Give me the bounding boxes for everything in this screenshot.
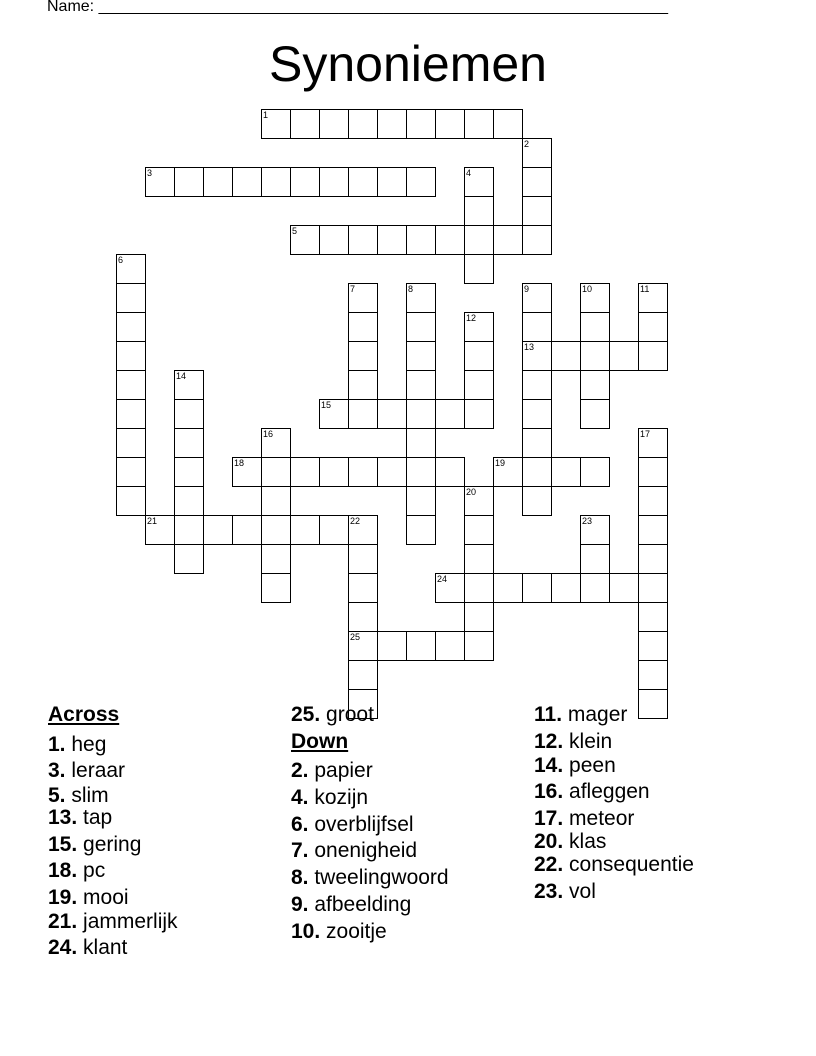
- grid-cell[interactable]: [116, 283, 146, 313]
- clue-number: 9: [524, 284, 530, 294]
- grid-cell[interactable]: [348, 341, 378, 371]
- clue-number: 1: [263, 110, 269, 120]
- grid-cell[interactable]: [638, 660, 668, 690]
- clue-number: 20: [466, 487, 477, 497]
- clue-across-24: 24. klant: [48, 936, 128, 959]
- grid-cell[interactable]: [493, 457, 523, 487]
- grid-cell[interactable]: [377, 167, 407, 197]
- grid-cell[interactable]: [435, 225, 465, 255]
- clue-number: 3: [147, 168, 153, 178]
- grid-cell[interactable]: [319, 515, 349, 545]
- grid-cell[interactable]: [464, 486, 494, 516]
- clue-down-6: 6. overblijfsel: [291, 813, 414, 836]
- grid-cell[interactable]: [348, 167, 378, 197]
- clue-number: 6: [118, 255, 124, 265]
- grid-cell[interactable]: [116, 254, 146, 284]
- grid-cell[interactable]: [522, 283, 552, 313]
- clue-number: 2: [524, 139, 530, 149]
- grid-cell[interactable]: [638, 312, 668, 342]
- grid-cell[interactable]: [174, 544, 204, 574]
- grid-cell[interactable]: [522, 312, 552, 342]
- clue-across-15: 15. gering: [48, 833, 142, 856]
- grid-cell[interactable]: [116, 399, 146, 429]
- grid-cell[interactable]: [551, 573, 581, 603]
- grid-cell[interactable]: [116, 312, 146, 342]
- clue-down-2: 2. papier: [291, 759, 373, 782]
- clue-number: 13: [524, 342, 535, 352]
- grid-cell[interactable]: [609, 341, 639, 371]
- clue-number: 11: [640, 284, 650, 294]
- grid-cell[interactable]: [261, 573, 291, 603]
- grid-cell[interactable]: [406, 428, 436, 458]
- grid-cell[interactable]: [145, 515, 175, 545]
- grid-cell[interactable]: [464, 544, 494, 574]
- grid-cell[interactable]: [464, 167, 494, 197]
- grid-cell[interactable]: [348, 312, 378, 342]
- grid-cell[interactable]: [522, 370, 552, 400]
- grid-cell[interactable]: [232, 167, 262, 197]
- grid-cell[interactable]: [290, 515, 320, 545]
- grid-cell[interactable]: [522, 225, 552, 255]
- clue-across-5: 5. slim: [48, 784, 109, 807]
- clue-number: 4: [466, 168, 472, 178]
- grid-cell[interactable]: [348, 370, 378, 400]
- clue-down-20: 20. klas: [534, 830, 607, 853]
- grid-cell[interactable]: [261, 109, 291, 139]
- grid-cell[interactable]: [348, 399, 378, 429]
- grid-cell[interactable]: [377, 109, 407, 139]
- grid-cell[interactable]: [638, 457, 668, 487]
- grid-cell[interactable]: [174, 428, 204, 458]
- grid-cell[interactable]: [406, 109, 436, 139]
- grid-cell[interactable]: [319, 399, 349, 429]
- grid-cell[interactable]: [464, 341, 494, 371]
- clue-across-21: 21. jammerlijk: [48, 910, 178, 933]
- grid-cell[interactable]: [261, 486, 291, 516]
- grid-cell[interactable]: [638, 283, 668, 313]
- clue-number: 8: [408, 284, 414, 294]
- grid-cell[interactable]: [261, 457, 291, 487]
- grid-cell[interactable]: [551, 457, 581, 487]
- grid-cell[interactable]: [522, 167, 552, 197]
- grid-cell[interactable]: [609, 573, 639, 603]
- grid-cell[interactable]: [145, 167, 175, 197]
- grid-cell[interactable]: [261, 167, 291, 197]
- grid-cell[interactable]: [261, 544, 291, 574]
- clue-number: 24: [437, 574, 448, 584]
- grid-cell[interactable]: [580, 457, 610, 487]
- grid-cell[interactable]: [638, 486, 668, 516]
- clue-down-11: 11. mager: [534, 703, 628, 726]
- clue-down-10: 10. zooitje: [291, 920, 387, 943]
- clue-number: 18: [234, 458, 245, 468]
- grid-cell[interactable]: [464, 312, 494, 342]
- clue-number: 23: [582, 516, 593, 526]
- clue-number: 14: [176, 371, 187, 381]
- grid-cell[interactable]: [319, 167, 349, 197]
- grid-cell[interactable]: [464, 225, 494, 255]
- grid-cell[interactable]: [116, 341, 146, 371]
- grid-cell[interactable]: [232, 457, 262, 487]
- grid-cell[interactable]: [377, 457, 407, 487]
- grid-cell[interactable]: [116, 428, 146, 458]
- grid-cell[interactable]: [261, 515, 291, 545]
- grid-cell[interactable]: [174, 515, 204, 545]
- grid-cell[interactable]: [174, 167, 204, 197]
- clue-down-8: 8. tweelingwoord: [291, 866, 449, 889]
- grid-cell[interactable]: [464, 602, 494, 632]
- clue-across-13: 13. tap: [48, 806, 113, 829]
- clue-across-3: 3. leraar: [48, 759, 126, 782]
- grid-cell[interactable]: [290, 457, 320, 487]
- grid-cell[interactable]: [406, 225, 436, 255]
- grid-cell[interactable]: [116, 486, 146, 516]
- grid-cell[interactable]: [638, 631, 668, 661]
- grid-cell[interactable]: [319, 109, 349, 139]
- grid-cell[interactable]: [174, 486, 204, 516]
- grid-cell[interactable]: [464, 573, 494, 603]
- clue-down-7: 7. onenigheid: [291, 839, 418, 862]
- grid-cell[interactable]: [406, 399, 436, 429]
- clue-number: 21: [147, 516, 158, 526]
- grid-cell[interactable]: [319, 457, 349, 487]
- puzzle-title: Synoniemen: [269, 36, 547, 92]
- grid-cell[interactable]: [522, 138, 552, 168]
- grid-cell[interactable]: [493, 573, 523, 603]
- clue-number: 25: [350, 632, 361, 642]
- grid-cell[interactable]: [580, 283, 610, 313]
- grid-cell[interactable]: [638, 428, 668, 458]
- grid-cell[interactable]: [638, 689, 668, 719]
- clue-down-23: 23. vol: [534, 880, 596, 903]
- grid-cell[interactable]: [203, 167, 233, 197]
- clue-number: 17: [640, 429, 651, 439]
- clue-number: 10: [582, 284, 593, 294]
- grid-cell[interactable]: [116, 457, 146, 487]
- clue-number: 5: [292, 226, 298, 236]
- grid-cell[interactable]: [232, 515, 262, 545]
- grid-cell[interactable]: [638, 341, 668, 371]
- grid-cell[interactable]: [406, 341, 436, 371]
- grid-cell[interactable]: [348, 109, 378, 139]
- down-heading: Down: [291, 730, 349, 753]
- grid-cell[interactable]: [348, 457, 378, 487]
- grid-cell[interactable]: [406, 370, 436, 400]
- grid-cell[interactable]: [319, 225, 349, 255]
- clue-number: 22: [350, 516, 361, 526]
- grid-cell[interactable]: [348, 631, 378, 661]
- grid-cell[interactable]: [464, 109, 494, 139]
- clue-down-9: 9. afbeelding: [291, 893, 412, 916]
- clue-down-16: 16. afleggen: [534, 780, 650, 803]
- clue-number: 12: [466, 313, 477, 323]
- grid-cell[interactable]: [435, 573, 465, 603]
- grid-cell[interactable]: [348, 602, 378, 632]
- clue-across-1: 1. heg: [48, 733, 107, 756]
- grid-cell[interactable]: [174, 399, 204, 429]
- grid-cell[interactable]: [406, 312, 436, 342]
- clue-number: 15: [321, 400, 332, 410]
- grid-cell[interactable]: [464, 370, 494, 400]
- grid-cell[interactable]: [261, 428, 291, 458]
- grid-cell[interactable]: [348, 283, 378, 313]
- grid-cell[interactable]: [290, 167, 320, 197]
- grid-cell[interactable]: [580, 399, 610, 429]
- grid-cell[interactable]: [464, 399, 494, 429]
- clue-across-19: 19. mooi: [48, 886, 129, 909]
- grid-cell[interactable]: [638, 573, 668, 603]
- grid-cell[interactable]: [406, 457, 436, 487]
- name-line: Name: ________________________________________________________________: [47, 0, 669, 15]
- grid-cell[interactable]: [580, 312, 610, 342]
- grid-cell[interactable]: [116, 370, 146, 400]
- grid-cell[interactable]: [406, 167, 436, 197]
- grid-cell[interactable]: [435, 399, 465, 429]
- grid-cell[interactable]: [522, 457, 552, 487]
- grid-cell[interactable]: [522, 573, 552, 603]
- clue-number: 16: [263, 429, 274, 439]
- grid-cell[interactable]: [580, 544, 610, 574]
- grid-cell[interactable]: [522, 196, 552, 226]
- grid-cell[interactable]: [348, 660, 378, 690]
- grid-cell[interactable]: [580, 341, 610, 371]
- clue-across-25: 25. groot: [291, 703, 374, 726]
- grid-cell[interactable]: [406, 486, 436, 516]
- grid-cell[interactable]: [377, 225, 407, 255]
- clue-down-4: 4. kozijn: [291, 786, 369, 809]
- grid-cell[interactable]: [580, 515, 610, 545]
- grid-cell[interactable]: [406, 631, 436, 661]
- clue-down-17: 17. meteor: [534, 807, 635, 830]
- grid-cell[interactable]: [290, 225, 320, 255]
- grid-cell[interactable]: [522, 341, 552, 371]
- grid-cell[interactable]: [348, 225, 378, 255]
- clue-number: 19: [495, 458, 506, 468]
- clue-down-12: 12. klein: [534, 730, 613, 753]
- clue-across-18: 18. pc: [48, 859, 106, 882]
- grid-cell[interactable]: [348, 544, 378, 574]
- grid-cell[interactable]: [406, 515, 436, 545]
- grid-cell[interactable]: [464, 254, 494, 284]
- grid-cell[interactable]: [638, 544, 668, 574]
- grid-cell[interactable]: [493, 225, 523, 255]
- grid-cell[interactable]: [580, 573, 610, 603]
- grid-cell[interactable]: [377, 399, 407, 429]
- grid-cell[interactable]: [203, 515, 233, 545]
- grid-cell[interactable]: [406, 283, 436, 313]
- grid-cell[interactable]: [464, 631, 494, 661]
- grid-cell[interactable]: [348, 573, 378, 603]
- grid-cell[interactable]: [493, 109, 523, 139]
- grid-cell[interactable]: [464, 515, 494, 545]
- grid-cell[interactable]: [580, 370, 610, 400]
- grid-cell[interactable]: [435, 109, 465, 139]
- grid-cell[interactable]: [551, 341, 581, 371]
- clue-down-14: 14. peen: [534, 754, 616, 777]
- grid-cell[interactable]: [435, 457, 465, 487]
- grid-cell[interactable]: [464, 196, 494, 226]
- clue-down-22: 22. consequentie: [534, 853, 694, 876]
- grid-cell[interactable]: [290, 109, 320, 139]
- grid-cell[interactable]: [435, 631, 465, 661]
- grid-cell[interactable]: [522, 486, 552, 516]
- grid-cell[interactable]: [522, 399, 552, 429]
- grid-cell[interactable]: [638, 515, 668, 545]
- grid-cell[interactable]: [377, 631, 407, 661]
- grid-cell[interactable]: [638, 602, 668, 632]
- across-heading: Across: [48, 703, 120, 726]
- grid-cell[interactable]: [174, 457, 204, 487]
- grid-cell[interactable]: [522, 428, 552, 458]
- grid-cell[interactable]: [348, 515, 378, 545]
- clue-number: 7: [350, 284, 356, 294]
- grid-cell[interactable]: [174, 370, 204, 400]
